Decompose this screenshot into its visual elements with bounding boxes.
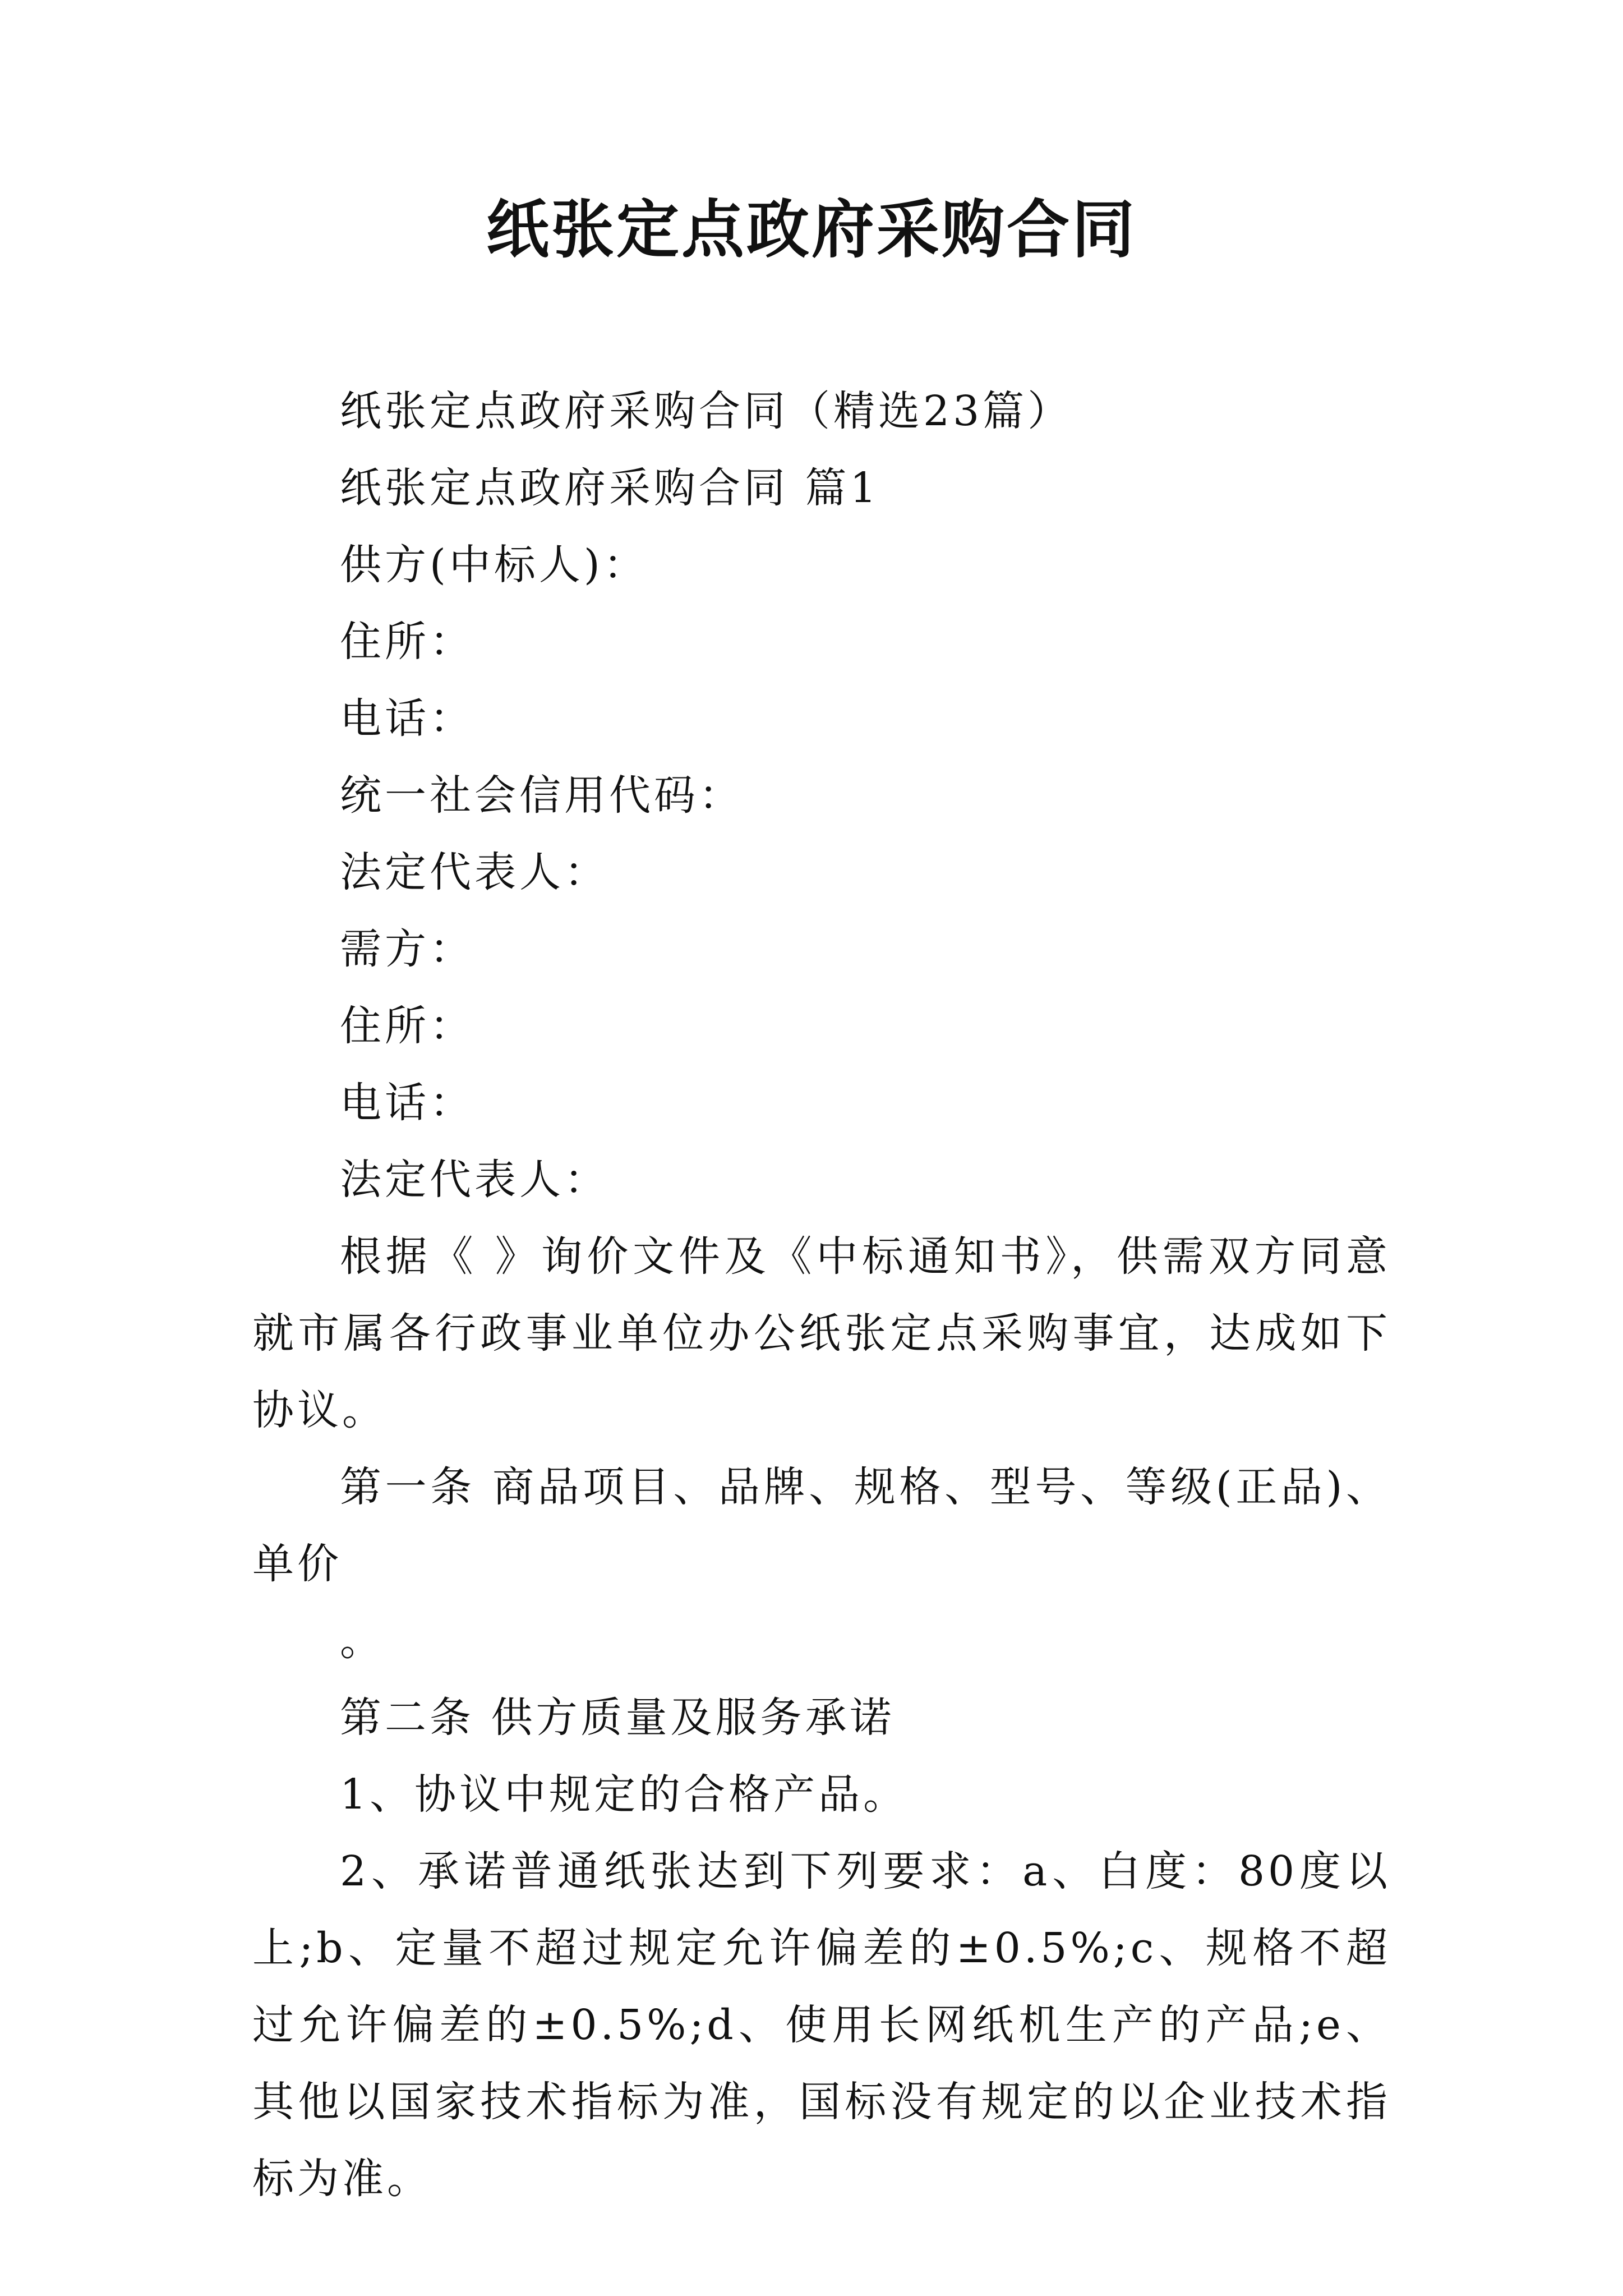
buyer-legal-rep-label: 法定代表人：: [340, 1156, 609, 1204]
supplier-label: 供方(中标人)：: [340, 541, 648, 589]
subtitle: 纸张定点政府采购合同（精选23篇）: [340, 387, 1073, 435]
document-title: 纸张定点政府采购合同: [486, 193, 1137, 266]
buyer-phone-label: 电话：: [340, 1079, 474, 1127]
article-1-end: 。: [340, 1617, 385, 1665]
supplier-legal-rep-label: 法定代表人：: [340, 848, 609, 896]
buyer-label: 需方：: [340, 925, 474, 973]
section-heading: 纸张定点政府采购合同 篇1: [340, 464, 880, 512]
intro-paragraph: 根据《 》询价文件及《中标通知书》，供需双方同意就市属各行政事业单位办公纸张定点采购事宜，达成如下协议。: [252, 1232, 1391, 1434]
document-body: [252, 373, 1391, 2217]
article-1: 第一条 商品项目、品牌、规格、型号、等级(正品)、单价: [252, 1463, 1391, 1588]
buyer-address-label: 住所：: [340, 1002, 474, 1050]
article-2-item-2: 2、承诺普通纸张达到下列要求：a、白度：80度以上;b、定量不超过规定允许偏差的±0.5%;c、规格不超过允许偏差的±0.5%;d、使用长网纸机生产的产品;e、其他以国家技术指标为准，国标没有规定的以企业技术指标为准。: [252, 1847, 1391, 2203]
supplier-phone-label: 电话：: [340, 694, 474, 743]
supplier-address-label: 住所：: [340, 618, 474, 666]
credit-code-label: 统一社会信用代码：: [340, 771, 744, 820]
article-2-heading: 第二条 供方质量及服务承诺: [340, 1694, 895, 1742]
article-2-item-1: 1、协议中规定的合格产品。: [340, 1770, 909, 1819]
